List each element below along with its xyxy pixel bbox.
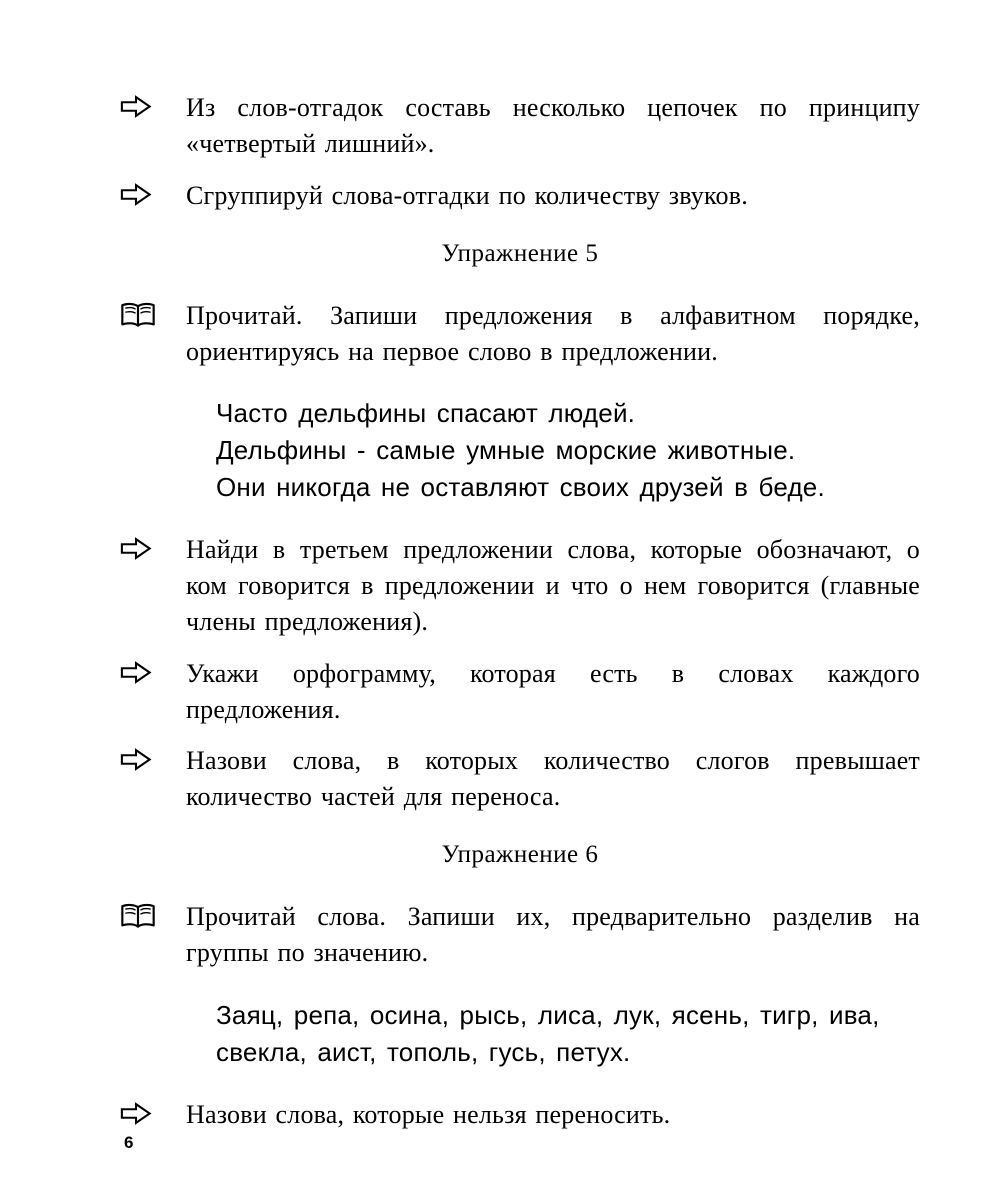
example-words: Заяц, репа, осина, рысь, лиса, лук, ясень, тигр, ива, свекла, аист, тополь, гусь, петух. xyxy=(216,999,880,1067)
task-name-no-transfer xyxy=(120,1097,920,1133)
exercise-5-heading: Упражнение 5 xyxy=(441,239,599,267)
arrow-right-icon xyxy=(120,656,186,685)
open-book-icon xyxy=(120,298,186,329)
task-text: Прочитай. Запиши предложения в алфавитном порядке, ориентируясь на первое слово в предложении. xyxy=(186,300,920,366)
example-sentence: Часто дельфины спасают людей. xyxy=(216,398,636,429)
arrow-right-icon xyxy=(120,743,186,772)
task-group-by-sounds xyxy=(120,178,920,214)
exercise-6-example-words xyxy=(216,997,920,1071)
task-text: Назови слова, в которых количество слогов превышает количество частей для переноса. xyxy=(186,746,920,812)
task-find-main-members xyxy=(120,532,920,640)
arrow-right-icon xyxy=(120,90,186,119)
page-content xyxy=(120,90,920,1133)
example-sentence: Они никогда не оставляют своих друзей в беде. xyxy=(216,472,825,503)
task-text: Найди в третьем предложении слова, которые обозначают, о ком говорится в предложении и что о нем говорится (главные члены предложения). xyxy=(186,535,920,636)
arrow-right-icon xyxy=(120,532,186,561)
arrow-right-icon xyxy=(120,178,186,207)
task-text: Из слов-отгадок составь несколько цепочек по принципу «четвертый лишний». xyxy=(186,93,920,158)
task-point-orthogram xyxy=(120,656,920,728)
page-number: 6 xyxy=(124,1133,134,1152)
task-text: Укажи орфограмму, которая есть в словах каждого предложения. xyxy=(186,658,920,724)
task-read-alphabetical xyxy=(120,298,920,370)
task-chains xyxy=(120,90,920,162)
task-name-syllables xyxy=(120,743,920,815)
example-sentence: Дельфины - самые умные морские животные. xyxy=(216,435,796,466)
exercise-5-example-sentences xyxy=(216,395,920,506)
task-text: Назови слова, которые нельзя переносить. xyxy=(186,1099,671,1129)
task-text: Сгруппируй слова-отгадки по количеству звуков. xyxy=(186,180,748,210)
open-book-icon xyxy=(120,899,186,930)
arrow-right-icon xyxy=(120,1097,186,1126)
task-text: Прочитай слова. Запиши их, предварительно разделив на группы по значению. xyxy=(186,902,920,968)
task-read-words-groups xyxy=(120,899,920,971)
exercise-6-heading: Упражнение 6 xyxy=(441,841,599,869)
